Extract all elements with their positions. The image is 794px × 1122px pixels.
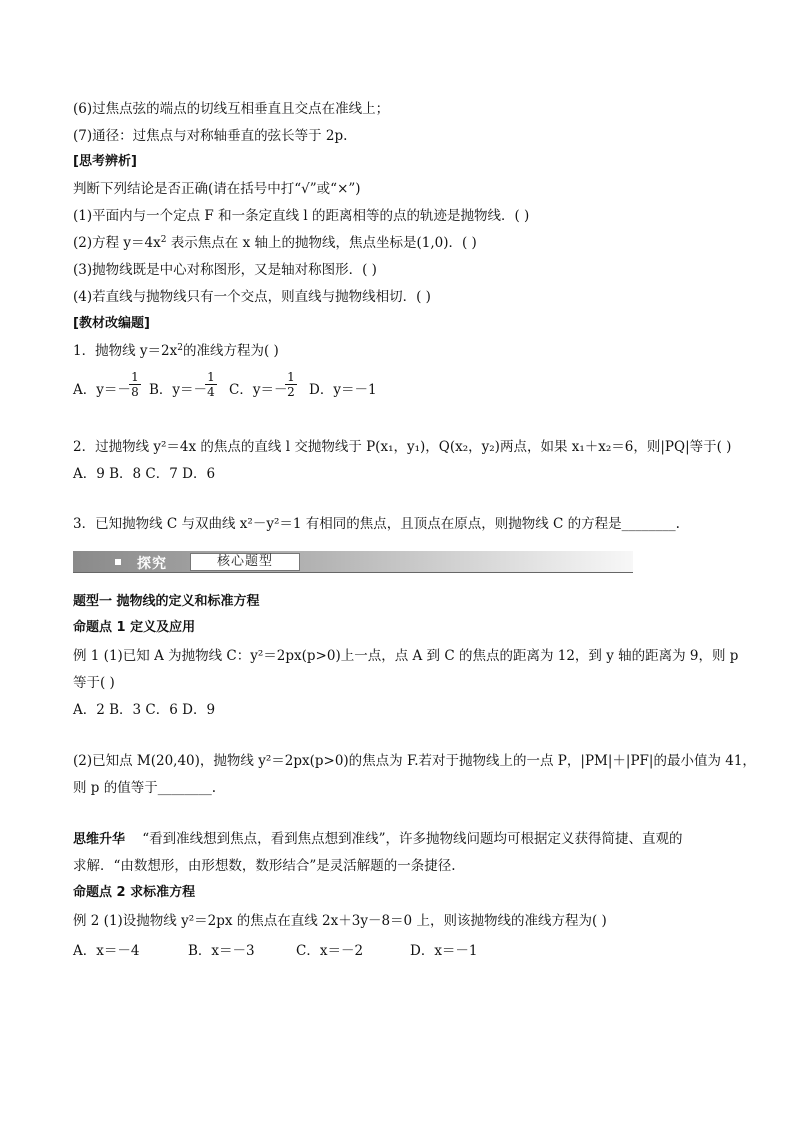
ex1-line2: 等于( ) [73,675,115,691]
fraction-a: $\frac{1}{8}$ [129,370,141,399]
textbook-q2-options: A．9 B．8 C．7 D．6 [73,466,216,482]
think-q1: (1)平面内与一个定点 F 和一条定直线 l 的距离相等的点的轨迹是抛物线．( ) [73,208,530,224]
think-q4: (4)若直线与抛物线只有一个交点，则直线与抛物线相切．( ) [73,289,431,305]
summary-line1: 思维升华 “看到准线想到焦点，看到焦点想到准线”，许多抛物线问题均可根据定义获得简捷、直观的 [73,831,683,847]
ex1-part2-line2: 则 p 的值等于________. [73,780,217,796]
ex2-option-c: C．x＝－2 [296,943,364,959]
option-d: D．y＝－1 [309,382,377,398]
think-prompt: 判断下列结论是否正确(请在括号中打“√”或“×”) [73,181,361,197]
banner-divider [73,572,633,573]
type1-title: 题型一 抛物线的定义和标准方程 [73,594,260,609]
ex1-options: A．2 B．3 C．6 D．9 [73,702,216,718]
ex2-option-a: A．x＝－4 [73,943,140,959]
summary-label: 思维升华 [73,832,126,847]
fraction-b: $\frac{1}{4}$ [205,370,217,399]
banner-title: 探究 [137,556,167,572]
property-6: (6)过焦点弦的端点的切线互相垂直且交点在准线上； [73,101,390,117]
section-banner [73,551,633,573]
ex2-option-b: B．x＝－3 [188,943,255,959]
ex2-line1: 例 2 (1)设抛物线 y²＝2px 的焦点在直线 2x＋3y－8＝0 上，则该抛物线的准线方程为( ) [73,913,607,929]
fraction-c: $\frac{1}{2}$ [285,370,297,399]
textbook-q1-options [73,370,393,404]
summary-line2: 求解．“由数想形，由形想数，数形结合”是灵活解题的一条捷径. [73,858,456,874]
option-a: A．y＝－ [73,382,131,398]
ex1-part2-line1: (2)已知点 M(20,40)，抛物线 y²＝2px(p>0)的焦点为 F.若对于抛物线上的一点 P，|PM|＋|PF|的最小值为 41， [73,753,756,769]
textbook-q2: 2．过抛物线 y²＝4x 的焦点的直线 l 交抛物线于 P(x₁，y₁)，Q(x₂，y₂)两点，如果 x₁＋x₂＝6，则|PQ|等于( ) [73,439,732,455]
option-c: C．y＝－ [229,382,288,398]
banner-tab: 核心题型 [190,553,300,571]
ex2-option-d: D．x＝－1 [410,943,478,959]
textbook-q3: 3．已知抛物线 C 与双曲线 x²－y²＝1 有相同的焦点，且顶点在原点，则抛物线 C 的方程是________. [73,516,680,532]
ex1-line1: 例 1 (1)已知 A 为抛物线 C：y²＝2px(p>0)上一点，点 A 到 C 的焦点的距离为 12，到 y 轴的距离为 9，则 p [73,648,739,664]
think-q3: (3)抛物线既是中心对称图形，又是轴对称图形．( ) [73,262,377,278]
textbook-header: [教材改编题] [73,316,150,331]
banner-square-icon [115,559,121,565]
textbook-q1: 1．抛物线 $y=2x^2$的准线方程为( ) [73,343,279,359]
property-7: (7)通径：过焦点与对称轴垂直的弦长等于 2p. [73,128,348,144]
point2-title: 命题点 2 求标准方程 [73,885,196,900]
think-q2: (2)方程 $y=4x^2$ 表示焦点在 x 轴上的抛物线，焦点坐标是(1,0)．( ) [73,235,477,251]
point1-title: 命题点 1 定义及应用 [73,620,196,635]
option-b: B．y＝－ [149,382,208,398]
think-header: [思考辨析] [73,154,137,169]
